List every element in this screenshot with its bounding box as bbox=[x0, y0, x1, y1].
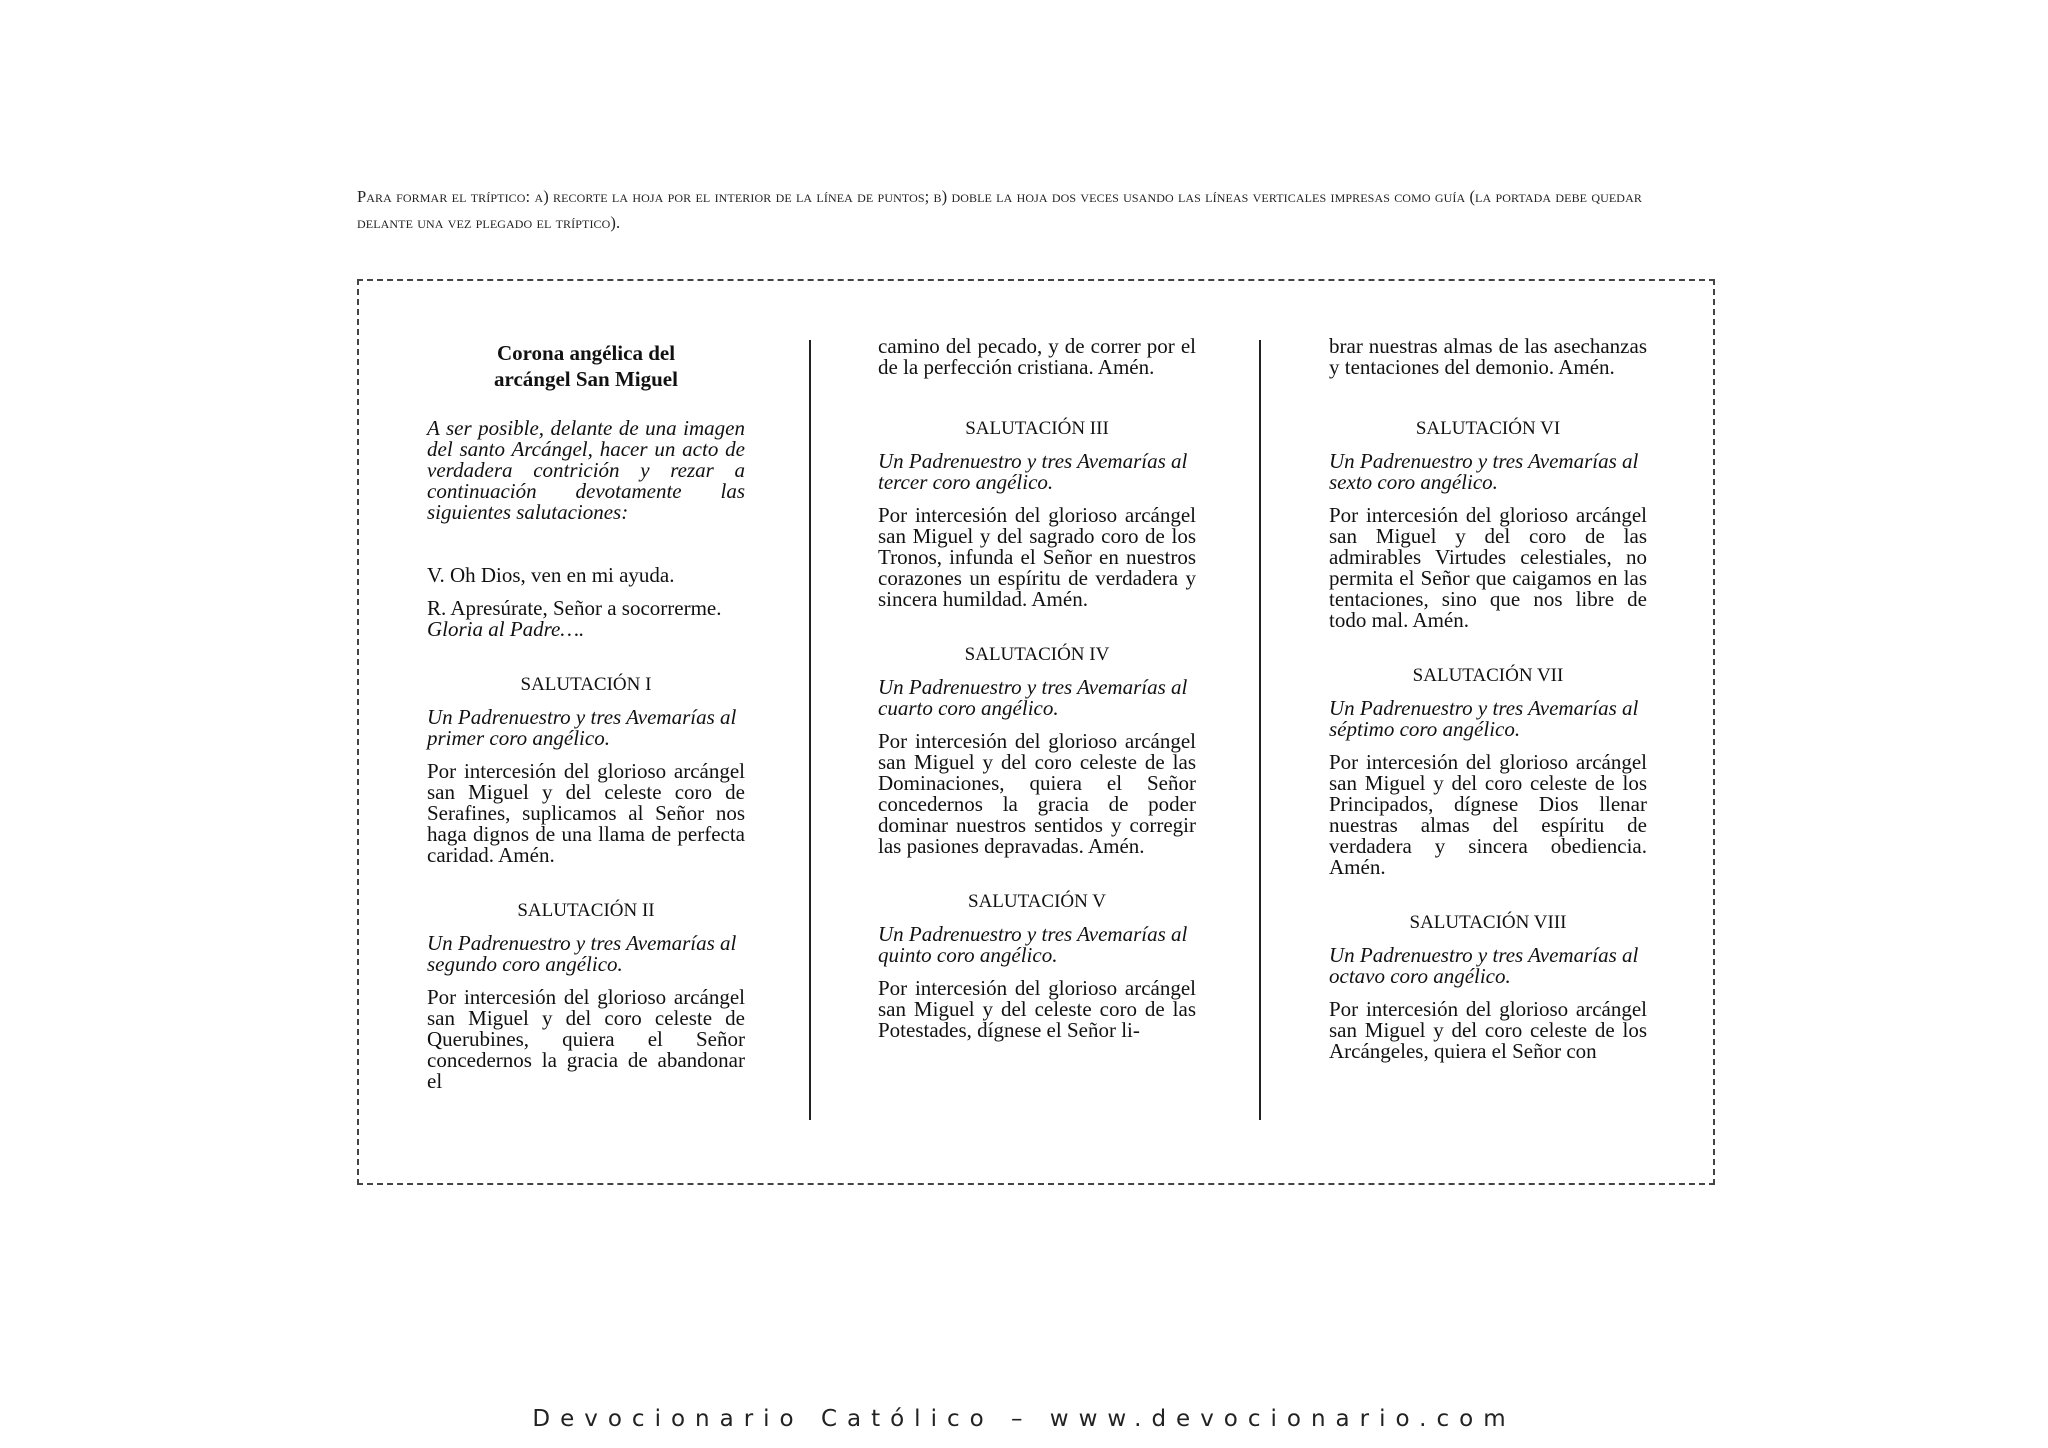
title-line-1: Corona angélica del bbox=[496, 341, 676, 365]
salutation-1-text: Por intercesión del glorioso arcángel san Miguel y del celeste coro de Serafines, suplicamos al Señor nos haga dignos de una llama de perfecta caridad. Amén. bbox=[427, 759, 745, 867]
salutation-7-rubric: Un Padrenuestro y tres Avemarías al séptimo coro angélico. bbox=[1329, 696, 1639, 741]
column-1 bbox=[427, 336, 745, 1104]
salutation-4-title: SALUTACIÓN IV bbox=[964, 644, 1110, 665]
col2-continuation: camino del pecado, y de correr por el de la perfección cristiana. Amén. bbox=[878, 334, 1196, 379]
salutation-5-title: SALUTACIÓN V bbox=[968, 891, 1106, 912]
fold-line-1 bbox=[809, 340, 811, 1120]
salutation-2-text: Por intercesión del glorioso arcángel san Miguel y del coro celeste de Querubines, quiera el Señor concedernos la gracia de abandonar el bbox=[427, 985, 745, 1093]
col3-continuation: brar nuestras almas de las asechanzas y tentaciones del demonio. Amén. bbox=[1329, 334, 1647, 379]
column-3 bbox=[1329, 336, 1647, 1074]
salutation-4-text: Por intercesión del glorioso arcángel san Miguel y del coro celeste de las Dominaciones, quiera el Señor concedernos la gracia de poder dominar nuestros sentidos y corregir las pasiones depravadas. Amén. bbox=[878, 729, 1196, 858]
salutation-2-title: SALUTACIÓN II bbox=[517, 900, 655, 921]
salutation-2-rubric: Un Padrenuestro y tres Avemarías al segundo coro angélico. bbox=[427, 931, 737, 976]
salutation-1-title: SALUTACIÓN I bbox=[520, 674, 652, 695]
salutation-5-rubric: Un Padrenuestro y tres Avemarías al quinto coro angélico. bbox=[878, 922, 1188, 967]
column-2 bbox=[878, 336, 1196, 1053]
fold-line-2 bbox=[1259, 340, 1261, 1120]
salutation-4-rubric: Un Padrenuestro y tres Avemarías al cuarto coro angélico. bbox=[878, 675, 1188, 720]
salutation-1-rubric: Un Padrenuestro y tres Avemarías al primer coro angélico. bbox=[427, 705, 737, 750]
gloria: Gloria al Padre…. bbox=[427, 617, 585, 641]
booklet-title bbox=[427, 340, 745, 392]
salutation-6-rubric: Un Padrenuestro y tres Avemarías al sexto coro angélico. bbox=[1329, 449, 1639, 494]
salutation-8-title: SALUTACIÓN VIII bbox=[1409, 912, 1567, 933]
versicle: V. Oh Dios, ven en mi ayuda. bbox=[427, 563, 675, 587]
footer-credit: Devocionario Católico – www.devocionario.com bbox=[532, 1406, 1516, 1432]
instructions-text: Para formar el tríptico: a) recorte la hoja por el interior de la línea de puntos; b) doble la hoja dos veces usando las líneas verticales impresas como guía (la portada debe quedar delante una vez plegado el tríptico). bbox=[357, 187, 1642, 232]
salutation-7-text: Por intercesión del glorioso arcángel san Miguel y del coro celeste de los Principados, dígnese Dios llenar nuestras almas del espíritu de verdadera y sincera obediencia. Amén. bbox=[1329, 750, 1647, 879]
title-line-2: arcángel San Miguel bbox=[494, 367, 678, 391]
salutation-5-text: Por intercesión del glorioso arcángel san Miguel y del celeste coro de las Potestades, dígnese el Señor li- bbox=[878, 976, 1196, 1042]
salutation-7-title: SALUTACIÓN VII bbox=[1412, 665, 1564, 686]
salutation-6-title: SALUTACIÓN VI bbox=[1415, 418, 1561, 439]
salutation-3-text: Por intercesión del glorioso arcángel san Miguel y del sagrado coro de los Tronos, infunda el Señor en nuestros corazones un espíritu de verdadera y sincera humildad. Amén. bbox=[878, 503, 1196, 611]
response: R. Apresúrate, Señor a socorrerme. bbox=[427, 596, 722, 620]
salutation-3-title: SALUTACIÓN III bbox=[965, 418, 1109, 439]
salutation-3-rubric: Un Padrenuestro y tres Avemarías al tercer coro angélico. bbox=[878, 449, 1188, 494]
salutation-8-text: Por intercesión del glorioso arcángel san Miguel y del coro celeste de los Arcángeles, quiera el Señor con bbox=[1329, 997, 1647, 1063]
salutation-6-text: Por intercesión del glorioso arcángel san Miguel y del coro de las admirables Virtudes celestiales, no permita el Señor que caigamos en las tentaciones, sino que nos libre de todo mal. Amén. bbox=[1329, 503, 1647, 632]
intro-rubric: A ser posible, delante de una imagen del santo Arcángel, hacer un acto de verdadera contrición y rezar a continuación devotamente las siguientes salutaciones: bbox=[427, 416, 745, 524]
salutation-8-rubric: Un Padrenuestro y tres Avemarías al octavo coro angélico. bbox=[1329, 943, 1639, 988]
